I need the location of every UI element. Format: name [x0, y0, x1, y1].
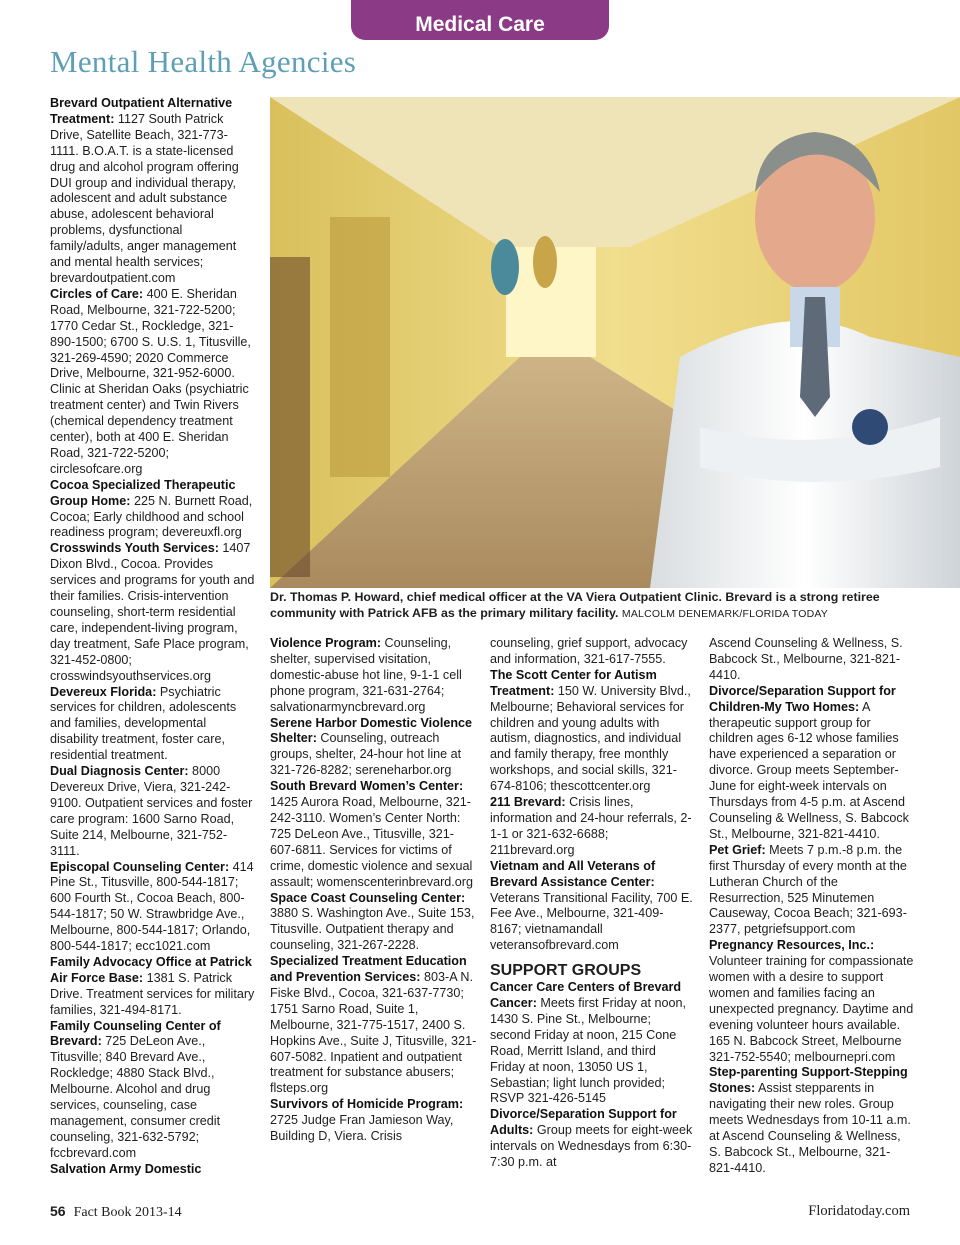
listing-entry	[490, 636, 694, 668]
listing-name: Space Coast Counseling Center:	[270, 890, 466, 905]
listing-name: Dual Diagnosis Center:	[50, 764, 189, 779]
listing-details: Counseling, outreach groups, shelter, 24-hour hot line at 321-726-8282; sereneharbor.org	[270, 731, 462, 778]
listing-name: Cancer Care Centers of Brevard Cancer:	[490, 980, 682, 1011]
listing-entry	[50, 860, 256, 955]
listing-details: 225 N. Burnett Road, Cocoa; Early childhood and school readiness program; devereuxfl.org	[50, 493, 253, 540]
listing-details: 2725 Judge Fran Jamieson Way, Building D, Viera. Crisis	[270, 1113, 454, 1144]
listing-name: Vietnam and All Veterans of Brevard Assistance Center:	[490, 858, 656, 889]
website-footer: Floridatoday.com	[808, 1203, 910, 1219]
listing-entry	[50, 287, 256, 478]
listing-name: Pet Grief:	[709, 842, 766, 857]
listing-details: counseling, grief support, advocacy and information, 321-617-7555.	[490, 636, 688, 666]
listing-name: Family Counseling Center of Brevard:	[50, 1018, 221, 1049]
listing-details: Crisis lines, information and 24-hour referrals, 2-1-1 or 321-632-6688; 211brevard.org	[490, 795, 692, 857]
listing-details: 1425 Aurora Road, Melbourne, 321-242-3110. Women’s Center North: 725 DeLeon Ave., Titusville, 321-607-6811. Services for victims of crime, domestic violence and sexual assault; womenscenterinbrevard.org	[270, 795, 474, 889]
listing-column-3	[490, 636, 694, 1171]
listing-name: 211 Brevard:	[490, 795, 566, 810]
listing-entry	[50, 1019, 256, 1162]
listing-entry	[490, 980, 694, 1107]
listing-details: Meets first Friday at noon, 1430 S. Pine St., Melbourne; second Friday at noon, 215 Cone Road, Merritt Island, and third Friday at noon, 13050 US 1, Sebastian; light lunch provided; RSVP 321-426-5145	[490, 996, 686, 1106]
listing-name: The Scott Center for Autism Treatment:	[490, 667, 657, 698]
listing-name: Circles of Care:	[50, 286, 144, 301]
listing-name: Pregnancy Resources, Inc.:	[709, 938, 875, 953]
listing-details: 3880 S. Washington Ave., Suite 153, Titusville. Outpatient therapy and counseling, 321-267-2228.	[270, 906, 475, 953]
listing-details: Counseling, shelter, supervised visitation, domestic-abuse hot line, 9-1-1 cell phone program, 321-631-2764; salvationarmyncbrevard.org	[270, 636, 462, 714]
listing-details: 400 E. Sheridan Road, Melbourne, 321-722-5200; 1770 Cedar St., Rockledge, 321-890-1500; 6700 S. U.S. 1, Titusville, 321-269-4590; 2020 Commerce Drive, Melbourne, 321-952-6000. Clinic at Sheridan Oaks (psychiatric treatment center) and Twin Rivers (chemical dependency treatment center), both at 400 E. Sheridan Road, 321-722-5200; circlesofcare.org	[50, 286, 251, 476]
caption-text: Dr. Thomas P. Howard, chief medical officer at the VA Viera Outpatient Clinic. Brevard is a strong retiree community with Patrick AFB as the primary military facility.	[270, 590, 880, 620]
listing-name: Specialized Treatment Education and Prevention Services:	[270, 954, 467, 985]
listing-entry	[270, 779, 478, 890]
listing-name: Cocoa Specialized Therapeutic Group Home:	[50, 477, 236, 508]
listing-column-3-top	[490, 636, 694, 954]
listing-column-1	[50, 96, 256, 1178]
listing-name: Devereux Florida:	[50, 684, 157, 699]
listing-details: A therapeutic support group for children ages 6-12 whose families have experienced a separation or divorce. Group meets September-June for eight-week intervals on Thursdays from 4-5 p.m. at Ascend Counseling & Wellness, S. Babcock St., Melbourne, 321-821-4410.	[709, 699, 909, 841]
listing-details: Meets 7 p.m.-8 p.m. the first Thursday of every month at the Lutheran Church of the Resurrection, 525 Minutemen Causeway, Cocoa Beach; 321-693-2377, petgriefsupport.com	[709, 842, 907, 937]
listing-entry	[709, 684, 915, 843]
listing-name: Salvation Army Domestic	[50, 1161, 202, 1176]
listing-details: Ascend Counseling & Wellness, S. Babcock St., Melbourne, 321-821-4410.	[709, 636, 903, 682]
photo-hallway-doctor	[270, 97, 960, 588]
listing-name: Brevard Outpatient Alternative Treatment:	[50, 96, 233, 126]
listing-name: Episcopal Counseling Center:	[50, 859, 230, 874]
listing-entry	[270, 716, 478, 780]
listing-details: Psychiatric services for children, adolescents and families, developmental disability treatment, foster care, residential treatment.	[50, 684, 237, 763]
listing-entry	[490, 1107, 694, 1171]
listing-name: Serene Harbor Domestic Violence Shelter:	[270, 715, 473, 746]
listing-entry	[50, 685, 256, 765]
listing-details: 1381 S. Patrick Drive. Treatment services for military families, 321-494-8171.	[50, 970, 255, 1017]
book-title: Fact Book 2013-14	[73, 1205, 182, 1220]
listing-name: Divorce/Separation Support for Children-My Two Homes:	[709, 683, 896, 714]
listing-name: Step-parenting Support-Stepping Stones:	[709, 1065, 908, 1096]
listing-entry	[50, 96, 256, 287]
listing-details: 1407 Dixon Blvd., Cocoa. Provides services and programs for youth and their families. Crisis-intervention counseling, short-term residential care, independent-living program, day treatment, Safe Place program, 321-452-0800; crosswindsyouthservices.org	[50, 541, 255, 683]
listing-column-4	[709, 636, 915, 1177]
section-tab: Medical Care	[351, 0, 609, 40]
listing-entry	[709, 1065, 915, 1176]
listing-details: Assist stepparents in navigating their new roles. Group meets Wednesdays from 10-11 a.m. at Ascend Counseling & Wellness, S. Babcock St., Melbourne, 321-821-4410.	[709, 1081, 911, 1175]
listing-entry	[709, 636, 915, 684]
listing-column-2	[270, 636, 478, 1145]
listing-entry	[50, 1162, 256, 1178]
photo-caption	[270, 589, 930, 622]
listing-name: Violence Program:	[270, 636, 382, 650]
listing-details: Volunteer training for compassionate women with a desire to support women and families facing an unexpected pregnancy. Daytime and evening volunteer hours available. 165 N. Babcock Street, Melbourne 321-752-5540; melbournepri.com	[709, 954, 914, 1064]
listing-name: South Brevard Women’s Center:	[270, 779, 464, 794]
listing-entry	[490, 668, 694, 795]
doctor-photo-illustration	[270, 97, 960, 588]
listing-details: 414 Pine St., Titusville, 800-544-1817; 600 Fourth St., Cocoa Beach, 800-544-1817; 50 W. Strawbridge Ave., Melbourne, 800-544-1817; Orlando, 800-544-1817; ecc1021.com	[50, 859, 254, 954]
listing-entry	[50, 955, 256, 1019]
listing-entry	[709, 843, 915, 938]
listing-entry	[490, 859, 694, 954]
listing-entry	[50, 541, 256, 684]
page-number: 56	[50, 1203, 66, 1219]
listing-entry	[270, 954, 478, 1097]
page-title: Mental Health Agencies	[50, 44, 357, 79]
listing-entry	[270, 636, 478, 716]
listing-details: 1127 South Patrick Drive, Satellite Beach, 321-773-1111. B.O.A.T. is a state-licensed drug and alcohol program offering DUI group and individual therapy, adolescent and adult substance abuse, adolescent behavioral problems, dysfunctional family/adults, anger management and mental health services; brevardoutpatient.com	[50, 111, 239, 285]
listing-details: 8000 Devereux Drive, Viera, 321-242-9100. Outpatient services and foster care program: 1600 Sarno Road, Suite 214, Melbourne, 321-752-3111.	[50, 764, 253, 858]
listing-entry	[270, 1097, 478, 1145]
listing-name: Survivors of Homicide Program:	[270, 1097, 464, 1112]
page-folio	[50, 1203, 182, 1221]
listing-name: Family Advocacy Office at Patrick Air Force Base:	[50, 954, 252, 985]
listing-entry	[709, 938, 915, 1065]
listing-entry	[270, 891, 478, 955]
listing-entry	[490, 795, 694, 859]
support-groups-heading: SUPPORT GROUPS	[490, 962, 642, 980]
listing-name: Divorce/Separation Support for Adults:	[490, 1107, 677, 1138]
listing-details: Group meets for eight-week intervals on Wednesdays from 6:30-7:30 p.m. at	[490, 1123, 693, 1170]
listing-entry	[50, 764, 256, 859]
photo-credit: MALCOLM DENEMARK/FLORIDA TODAY	[621, 608, 829, 620]
listing-details: Veterans Transitional Facility, 700 E. Fee Ave., Melbourne, 321-409-8167; vietnamandall veteransofbrevard.com	[490, 890, 693, 953]
listing-details: 803-A N. Fiske Blvd., Cocoa, 321-637-7730; 1751 Sarno Road, Suite 1, Melbourne, 321-775-1517, 2400 S. Hopkins Ave., Suite J, Titusville, 321-607-5082. Inpatient and outpatient treatment for substance abusers; flsteps.org	[270, 970, 477, 1096]
listing-column-3-bottom	[490, 980, 694, 1171]
listing-entry	[50, 478, 256, 542]
listing-details: 150 W. University Blvd., Melbourne; Behavioral services for children and young adults with autism, diagnostics, and individual and family therapy, free monthly workshops, and social skills, 321-674-8106; thescottcenter.org	[490, 683, 691, 794]
listing-details: 725 DeLeon Ave., Titusville; 840 Brevard Ave., Rockledge; 4880 Stack Blvd., Melbourne. Alcohol and drug services, counseling, case management, consumer credit counseling, 321-632-5792; fccbrevard.com	[50, 1034, 221, 1160]
listing-name: Crosswinds Youth Services:	[50, 541, 219, 556]
